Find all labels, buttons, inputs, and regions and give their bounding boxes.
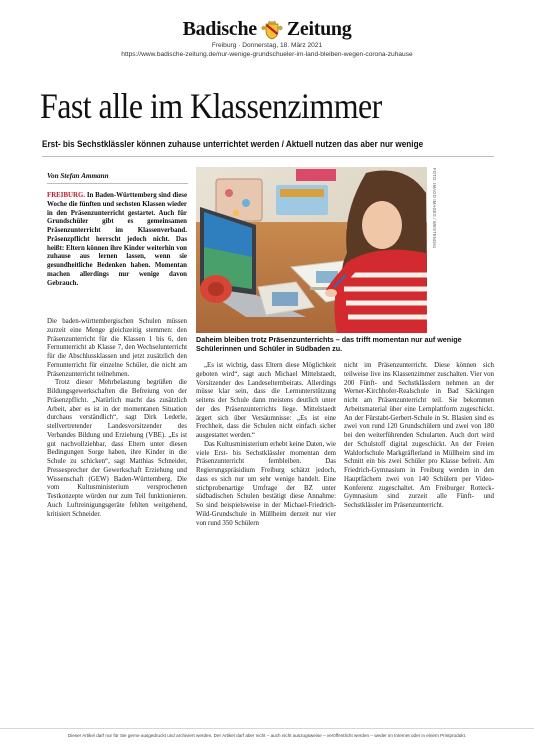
divider-byline — [47, 183, 188, 184]
article-column-1 — [47, 318, 187, 519]
coat-of-arms-icon — [261, 20, 283, 40]
article-column-2 — [196, 362, 336, 528]
footer-notice: Dieser Artikel darf nur für Sie gerne ausgedruckt und archiviert werden. Der Artikel darf aber nicht – auch nicht auszugsweise – veröffentlicht werden – weder im Internet oder in einem Printprodukt. — [67, 733, 467, 738]
footer-divider — [0, 728, 534, 729]
dateline: FREIBURG. — [47, 192, 86, 199]
paragraph: Das Kultusministerium erhebt keine Daten, wie viele Erst- bis Sechstklässler momentan dem Präsenzunterricht fernbleiben. Das Regierungspräsidium Freiburg schätzt jedoch, dass es sich nur um sehr wenige handelt. Eine stichprobenartige Umfrage der BZ unter südbadischen Schulen bestätigt diese Annahme: So sind beispielsweise in der Michael-Friedrich-Wild-Grundschule in Müllheim derzeit nur vier von rund 350 Schülern — [196, 440, 336, 527]
masthead — [0, 18, 534, 59]
article-url: https://www.badische-zeitung.de/nur-wenige-grundschueler-im-land-bleiben-wegen-corona-zuhause — [121, 51, 413, 58]
byline: Von Stefan Ammann — [47, 172, 109, 180]
masthead-name-right: Zeitung — [286, 18, 352, 40]
child-homeschooling-image — [196, 167, 427, 333]
subheadline: Erst- bis Sechstklässler können zuhause unterrichtet werden / Aktuell nutzen das aber nur wenige — [42, 139, 424, 149]
paragraph: Die baden-württembergischen Schulen müssen zurzeit eine Menge gleichzeitig stemmen: den Präsenzunterricht für die Klassen 1 bis 6, den Fernunterricht ab Klasse 7, den Wechselunterricht für die Abschlussklassen und jetzt zusätzlich den Fernunterricht für einzelne Schüler, die nicht am Präsenzunterricht teilnehmen. — [47, 318, 187, 378]
paragraph: „Es ist wichtig, dass Eltern diese Möglichkeit geboten wird“, sagt auch Michael Mittelstaedt, Vorsitzender des Landeselternbeirats. Allerdings müsse klar sein, dass die Lernunterstützung seitens der Schule dann meistens deutlich unter der des Präsenzunterrichts liege. Mittelstaedt ärgert sich über Versäumnisse: „Es ist eine Frechheit, dass die Schulen nicht einfach sicher ausgestattet werden.“ — [196, 362, 336, 439]
edition-line: Freiburg · Donnerstag, 18. März 2021 — [211, 42, 323, 49]
photo-credit: FOTO: IMAGO IMAGES / WESTEND61 — [432, 168, 437, 249]
article-column-3 — [344, 362, 494, 511]
article-photo — [196, 167, 427, 333]
paragraph: nicht im Präsenzunterricht. Diese können sich teilweise live ins Klassenzimmer zuschalten. Vier von 200 Fünft- und Sechstklässlern nehmen an der Werner-Kirchhofer-Realschule in Bad Säckingen nicht am Präsenzunterricht teil. Sie bekommen Arbeitsmaterial über eine Lernplattform zugeschickt. An der Fürstabt-Gerbert-Schule in St. Blasien sind es zwei von rund 120 Grundschülern und zwei von 180 bei den weiterführenden Schularten. Auch dort wird der Schulstoff digital zugeschickt. An der Freien Waldorfschule Markgräflerland in Müllheim sind im Schnitt ein bis zwei Schüler pro Klasse befreit. Am Friedrich-Gymnasium in Freiburg werden in den Hauptfächern zwei von 140 Schülern per Video-Konferenz zugeschaltet. Am Freiburger Rotteck-Gymnasium sind zurzeit alle Fünft- und Sechstklässler im Präsenzunterricht. — [344, 362, 494, 509]
lead-paragraph — [47, 192, 187, 288]
divider-top — [42, 156, 494, 157]
paragraph: Trotz dieser Mehrbelastung begrüßen die Bildungsgewerkschaften die Befreiung von der Präsenzpflicht. „Natürlich macht das zusätzlich Arbeit, aber es ist in der momentanen Situation durchaus verständlich“, sagt Dirk Lederle, stellvertretender Landesvorsitzender des Verbandes Bildung und Erziehung (VBE). „Es ist gut nachvollziehbar, dass Eltern unter diesen Bedingungen Sorge haben, ihre Kinder in die Schule zu schicken“, sagt Matthias Schneider, Pressesprecher der Gewerkschaft Erziehung und Wissenschaft (GEW) Baden-Württemberg. Die vom Kultusministerium versprochenen Testkonzepte würden nur zum Teil funktionieren. Auch Luftreinigungsgeräte fehlten weitgehend, kritisiert Schneider. — [47, 379, 187, 518]
lead-text: In Baden-Württemberg sind diese Woche die fünften und sechsten Klassen wieder in den Präsenzunterricht gestartet. Auch für Grundschüler gibt es gemeinsamen Präsenzunterricht im Klassenverband. Präsenzpflicht herrscht jedoch nicht. Das heißt: Eltern können ihre Kinder weiterhin von zuhause aus lernen lassen, wenn sie gesundheitliche Bedenken haben. Momentan machen allerdings nur wenige davon Gebrauch. — [47, 192, 187, 287]
masthead-logo — [0, 18, 534, 41]
masthead-name-left: Badische — [182, 18, 257, 40]
headline: Fast alle im Klassenzimmer — [40, 86, 382, 126]
photo-caption: Daheim bleiben trotz Präsenzunterrichts – das trifft momentan nur auf wenige Schülerinnen und Schüler in Südbaden zu. — [196, 335, 462, 353]
